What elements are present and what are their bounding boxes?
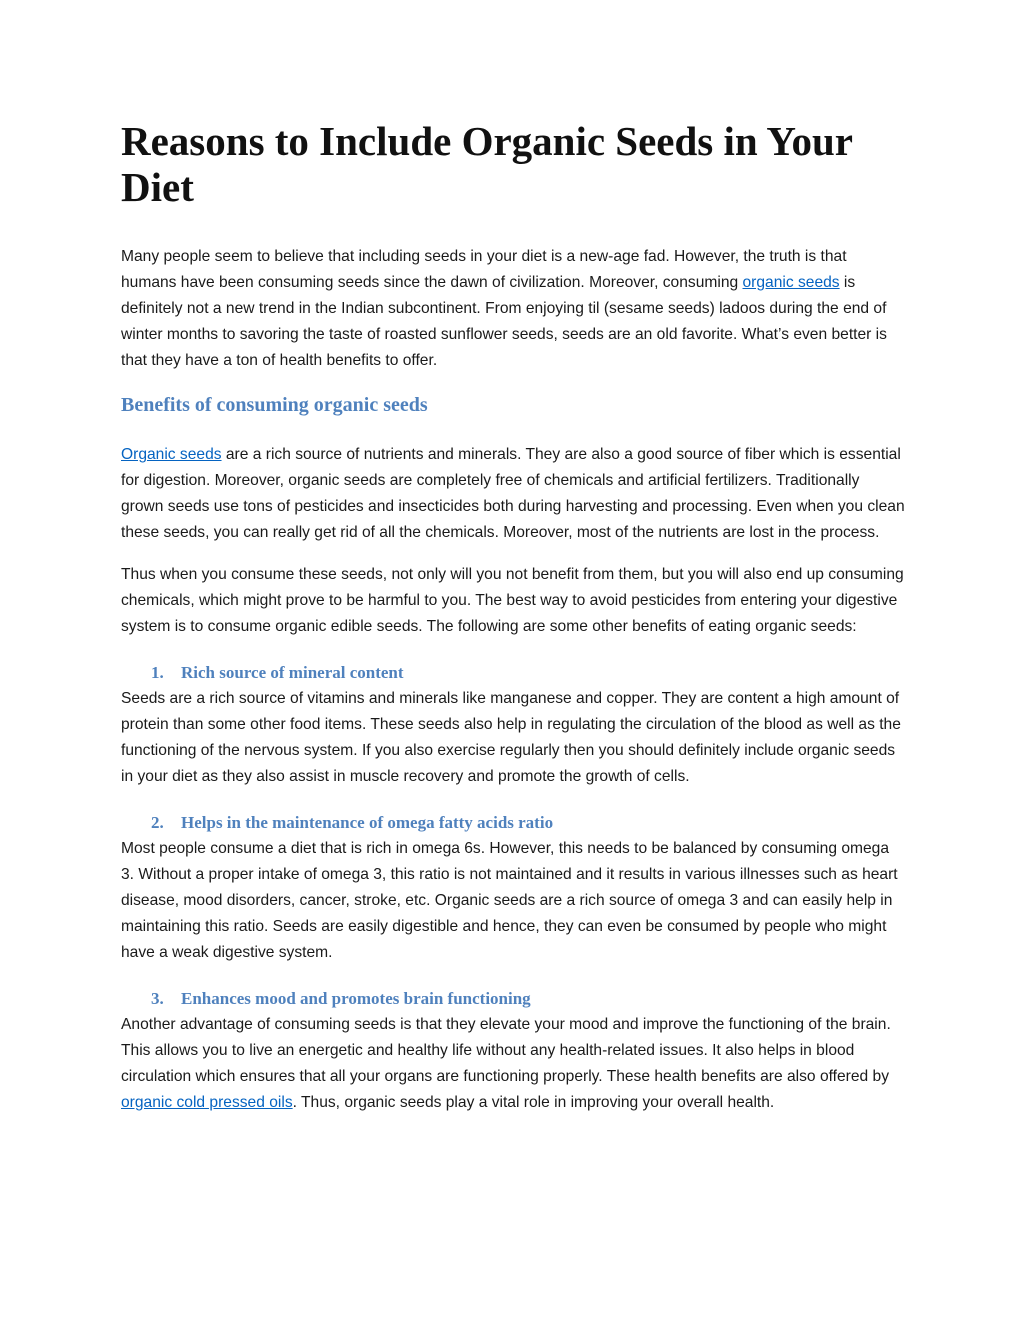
intro-text-1: Many people seem to believe that including seeds in your diet is a new-age fad. However, the truth is that humans have been consuming seeds since the dawn of civilization. Moreover, consuming bbox=[121, 248, 847, 291]
item-1-title: Rich source of mineral content bbox=[181, 663, 404, 682]
item-2-body: Most people consume a diet that is rich in omega 6s. However, this needs to be balanced by consuming omega 3. Without a proper intake of omega 3, this ratio is not maintained and it results in various illnesses such as heart disease, mood disorders, cancer, stroke, etc. Organic seeds are a rich source of omega 3 and can easily help in maintaining this ratio. Seeds are easily digestible and hence, they can even be consumed by people who might have a weak digestive system. bbox=[121, 840, 898, 961]
document-page bbox=[121, 118, 906, 1132]
item-2-number: 2. bbox=[151, 813, 164, 832]
intro-text-2: is definitely not a new trend in the Indian subcontinent. From enjoying til (sesame seeds) ladoos during the end of winter months to savoring the taste of roasted sunflower seeds, seeds are an old favorite. What’s even better is that they have a ton of health benefits to offer. bbox=[121, 274, 887, 369]
item-1-heading bbox=[121, 662, 906, 684]
cold-pressed-oils-link[interactable]: organic cold pressed oils bbox=[121, 1094, 293, 1111]
intro-paragraph bbox=[121, 244, 906, 374]
item-3-body bbox=[121, 1012, 906, 1116]
item-1-body: Seeds are a rich source of vitamins and minerals like manganese and copper. They are content a high amount of protein than some other food items. These seeds also help in regulating the circulation of the blood as well as the functioning of the nervous system. If you also exercise regularly then you should definitely include organic seeds in your diet as they also assist in muscle recovery and promote the growth of cells. bbox=[121, 690, 901, 785]
item-2-title: Helps in the maintenance of omega fatty acids ratio bbox=[181, 813, 554, 832]
item-3-number: 3. bbox=[151, 989, 164, 1008]
page-title: Reasons to Include Organic Seeds in Your Diet bbox=[121, 118, 853, 210]
item-3-text-1: Another advantage of consuming seeds is that they elevate your mood and improve the functioning of the brain. This allows you to live an energetic and healthy life without any health-related issues. It also helps in blood circulation which ensures that all your organs are functioning properly. These health benefits are also offered by bbox=[121, 1016, 891, 1085]
benefits-paragraph-1 bbox=[121, 442, 906, 546]
benefits-text-1: are a rich source of nutrients and minerals. They are also a good source of fiber which is essential for digestion. Moreover, organic seeds are completely free of chemicals and artificial fertilizers. Traditionally grown seeds use tons of pesticides and insecticides both during harvesting and processing. Even when you clean these seeds, you can really get rid of all the chemicals. Moreover, most of the nutrients are lost in the process. bbox=[121, 446, 905, 541]
item-2-heading bbox=[121, 812, 906, 834]
item-3-text-2: . Thus, organic seeds play a vital role in improving your overall health. bbox=[292, 1094, 775, 1111]
benefits-paragraph-2: Thus when you consume these seeds, not only will you not benefit from them, but you will also end up consuming chemicals, which might prove to be harmful to you. The best way to avoid pesticides from entering your digestive system is to consume organic edible seeds. The following are some other benefits of eating organic seeds: bbox=[121, 566, 904, 635]
item-1-number: 1. bbox=[151, 663, 164, 682]
organic-seeds-link-2[interactable]: Organic seeds bbox=[121, 446, 222, 463]
benefits-heading: Benefits of consuming organic seeds bbox=[121, 394, 428, 416]
item-3-heading bbox=[121, 988, 906, 1010]
item-3-title: Enhances mood and promotes brain functioning bbox=[181, 989, 531, 1008]
organic-seeds-link[interactable]: organic seeds bbox=[742, 274, 840, 291]
